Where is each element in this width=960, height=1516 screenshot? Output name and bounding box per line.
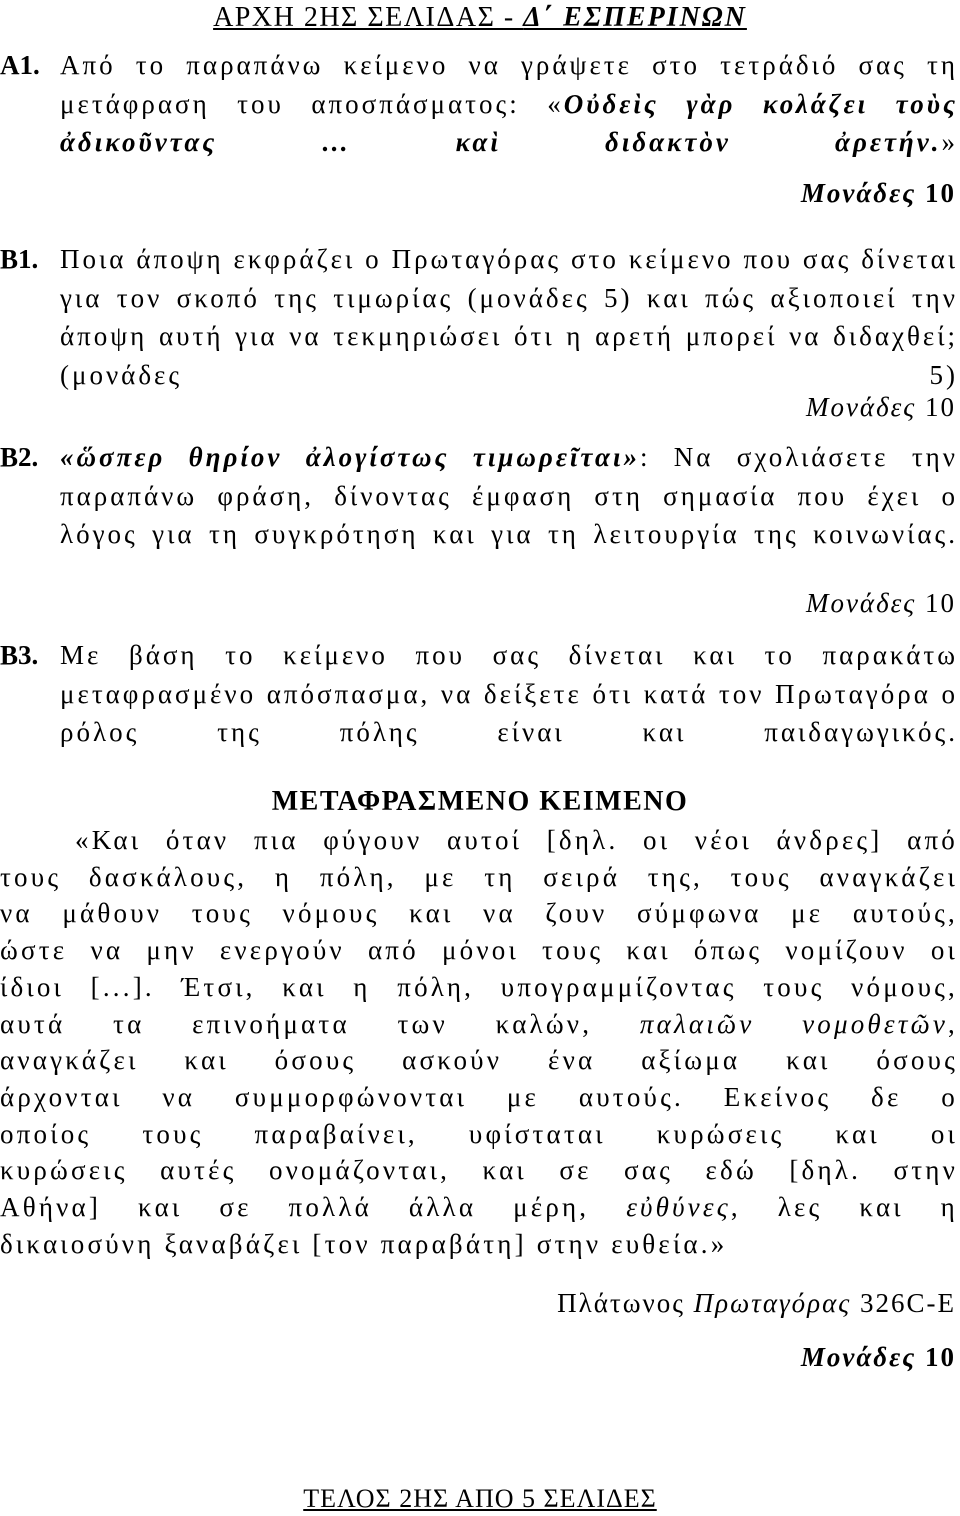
question-label: Α1. (0, 50, 40, 80)
question-label: Β3. (0, 640, 39, 670)
header-prefix: ΑΡΧΗ 2ΗΣ ΣΕΛΙΔΑΣ - (213, 2, 524, 33)
text-line: ώστε να μην ενεργούν από μόνοι τους και όπως νομίζουν οι (0, 935, 958, 966)
text-line: αναγκάζει και όσους ασκούν ένα αξίωμα και όσους (0, 1045, 958, 1076)
question-label: Β1. (0, 244, 39, 274)
question-text: «ὥσπερ θηρίον ἀλογίστως τιμωρεῖται»: Να σχολιάσετε την παραπάνω φράση, δίνοντας έμφαση στη σημασία που έχει ο λόγος για τη συγκρότηση και για τη λειτουργία της κοινωνίας. (60, 442, 958, 549)
header-emphasis: Δ΄ ΕΣΠΕΡΙΝΩΝ (523, 2, 747, 33)
text-line: άρχονται να συμμορφώνονται με αυτούς. Εκείνος δε ο (0, 1081, 958, 1112)
work-title: Πρωταγόρας (693, 1288, 852, 1318)
greek-quote: ὥσπερ θηρίον ἀλογίστως τιμωρεῖται (76, 442, 624, 472)
question-a1 (0, 46, 958, 162)
question-text: Από το παραπάνω κείμενο να γράψετε στο τετράδιό σας τη μετάφραση του αποσπάσματος: «Οὐδεὶς γὰρ κολάζει τοὺς ἀδικοῦντας … καὶ διδακτὸν ἀρετήν.» (60, 50, 958, 157)
text-line: αυτά τα επινοήματα των καλών, παλαιῶν νομοθετῶν, (0, 1008, 958, 1039)
units-a1: Μονάδες 10 (800, 178, 956, 208)
italic-term: παλαιῶν νομοθετῶν (639, 1008, 949, 1039)
text-line: Αθήνα] και σε πολλά άλλα μέρη, εὐθύνες, λες και η (0, 1192, 958, 1223)
question-b2 (0, 438, 958, 554)
question-text: Με βάση το κείμενο που σας δίνεται και το παρακάτω μεταφρασμένο απόσπασμα, να δείξετε ότι κατά τον Πρωταγόρα ο ρόλος της πόλης είναι και παιδαγωγικός. (60, 640, 958, 747)
page-header (0, 0, 960, 36)
translated-text (0, 822, 958, 1262)
text-line: ίδιοι [...]. Έτσι, και η πόλη, υπογραμμίζοντας τους νόμους, (0, 971, 958, 1002)
question-b3 (0, 636, 958, 752)
units-b2: Μονάδες 10 (805, 588, 956, 618)
citation: Πλάτωνος Πρωταγόρας 326C-E (557, 1288, 956, 1318)
text-line: να μάθουν τους νόμους και να ζουν σύμφωνα με αυτούς, (0, 898, 958, 929)
text-line: τους δασκάλους, η πόλη, με τη σειρά της, τους αναγκάζει (0, 861, 958, 892)
question-label: Β2. (0, 442, 39, 472)
italic-term: εὐθύνες (626, 1192, 731, 1223)
text-line: οποίος τους παραβαίνει, υφίσταται κυρώσεις και οι (0, 1118, 958, 1149)
page-footer: ΤΕΛΟΣ 2ΗΣ ΑΠΟ 5 ΣΕΛΙΔΕΣ (303, 1484, 657, 1513)
units-b3: Μονάδες 10 (800, 1342, 956, 1372)
text-line: δικαιοσύνη ξαναβάζει [τον παραβάτη] στην ευθεία.» (0, 1228, 728, 1259)
question-b1 (0, 240, 958, 394)
question-text: Ποια άποψη εκφράζει ο Πρωταγόρας στο κείμενο που σας δίνεται για τον σκοπό της τιμωρίας (μονάδες 5) και πώς αξιοποιεί την άποψη αυτή για να τεκμηριώσει ότι η αρετή μπορεί να διδαχθεί; (μονάδες 5) (60, 244, 958, 390)
greek-quote: Οὐδεὶς γὰρ κολάζει τοὺς ἀδικοῦντας … καὶ διδακτὸν ἀρετήν. (60, 88, 958, 157)
text-line: «Και όταν πια φύγουν αυτοί [δηλ. οι νέοι άνδρες] από (75, 825, 958, 855)
text-line: κυρώσεις αυτές ονομάζονται, και σε σας εδώ [δηλ. στην (0, 1155, 958, 1186)
units-b1: Μονάδες 10 (805, 392, 956, 422)
translated-text-title: ΜΕΤΑΦΡΑΣΜΕΝΟ ΚΕΙΜΕΝΟ (271, 786, 689, 817)
